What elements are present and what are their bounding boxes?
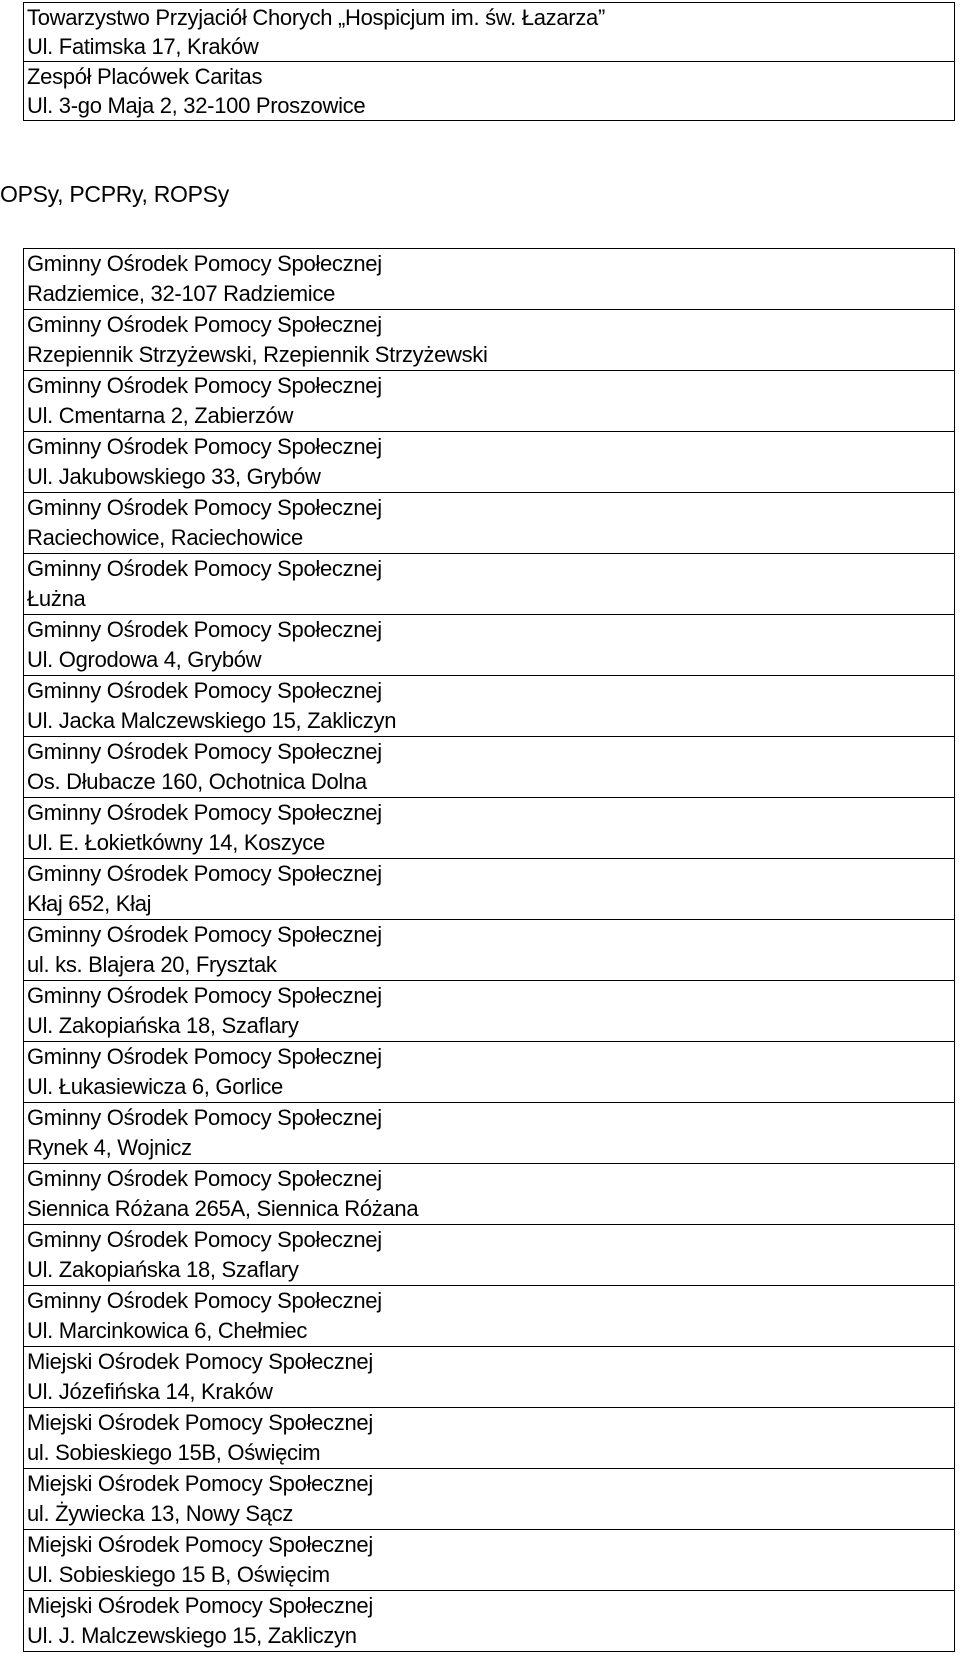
entry-name: Gminny Ośrodek Pomocy Społecznej [27, 312, 382, 337]
table-row [24, 371, 955, 432]
entry-cell [24, 249, 955, 310]
entry-name: Miejski Ośrodek Pomocy Społecznej [27, 1349, 373, 1374]
entry-address: ul. Żywiecka 13, Nowy Sącz [27, 1501, 294, 1526]
entry-address: Rzepiennik Strzyżewski, Rzepiennik Strzyżewski [27, 342, 488, 367]
entry-name: Miejski Ośrodek Pomocy Społecznej [27, 1532, 373, 1557]
entry-address: Łużna [27, 586, 86, 611]
entry-cell [24, 1225, 955, 1286]
table-row [24, 676, 955, 737]
entry-name: Gminny Ośrodek Pomocy Społecznej [27, 1166, 382, 1191]
table-row [24, 1530, 955, 1591]
entry-name: Gminny Ośrodek Pomocy Społecznej [27, 800, 382, 825]
entry-name: Miejski Ośrodek Pomocy Społecznej [27, 1410, 373, 1435]
section-heading: OPSy, PCPRy, ROPSy [0, 181, 229, 207]
entry-cell [24, 1286, 955, 1347]
entry-address: Ul. E. Łokietkówny 14, Koszyce [27, 830, 325, 855]
entry-address: Radziemice, 32-107 Radziemice [27, 281, 336, 306]
entry-cell [24, 493, 955, 554]
entry-name: Gminny Ośrodek Pomocy Społecznej [27, 1044, 382, 1069]
entry-cell [24, 737, 955, 798]
entry-cell [24, 3, 955, 62]
entry-address: Kłaj 652, Kłaj [27, 891, 152, 916]
entry-cell [24, 859, 955, 920]
entry-address: Ul. Józefińska 14, Kraków [27, 1379, 273, 1404]
entry-name: Gminny Ośrodek Pomocy Społecznej [27, 1105, 382, 1130]
table-row [24, 62, 955, 121]
entry-cell [24, 1408, 955, 1469]
table-row [24, 737, 955, 798]
entry-name: Zespół Placówek Caritas [27, 64, 263, 89]
entry-name: Towarzystwo Przyjaciół Chorych „Hospicjum im. św. Łazarza” [27, 5, 605, 30]
entry-cell [24, 615, 955, 676]
entry-address: Ul. Łukasiewicza 6, Gorlice [27, 1074, 283, 1099]
table-row [24, 432, 955, 493]
entry-name: Gminny Ośrodek Pomocy Społecznej [27, 373, 382, 398]
entry-address: Ul. Fatimska 17, Kraków [27, 34, 259, 59]
entry-name: Gminny Ośrodek Pomocy Społecznej [27, 678, 382, 703]
entry-name: Gminny Ośrodek Pomocy Społecznej [27, 495, 382, 520]
table-row [24, 1408, 955, 1469]
entries-table [23, 248, 955, 1652]
table-row [24, 1469, 955, 1530]
entry-address: Ul. Sobieskiego 15 B, Oświęcim [27, 1562, 330, 1587]
table-row [24, 615, 955, 676]
entry-cell [24, 676, 955, 737]
entry-cell [24, 1103, 955, 1164]
entry-address: Ul. Ogrodowa 4, Grybów [27, 647, 262, 672]
entry-address: Ul. Jakubowskiego 33, Grybów [27, 464, 321, 489]
table-row [24, 1347, 955, 1408]
table-row [24, 1164, 955, 1225]
entry-name: Gminny Ośrodek Pomocy Społecznej [27, 617, 382, 642]
table-row [24, 310, 955, 371]
entry-name: Gminny Ośrodek Pomocy Społecznej [27, 922, 382, 947]
entry-address: Ul. Marcinkowica 6, Chełmiec [27, 1318, 308, 1343]
entry-address: ul. Sobieskiego 15B, Oświęcim [27, 1440, 321, 1465]
entry-address: Ul. Jacka Malczewskiego 15, Zakliczyn [27, 708, 397, 733]
entry-name: Gminny Ośrodek Pomocy Społecznej [27, 251, 382, 276]
entry-cell [24, 310, 955, 371]
entry-address: Ul. 3-go Maja 2, 32-100 Proszowice [27, 93, 366, 118]
entry-name: Gminny Ośrodek Pomocy Społecznej [27, 556, 382, 581]
entry-cell [24, 1042, 955, 1103]
entry-cell [24, 554, 955, 615]
entry-address: ul. ks. Blajera 20, Frysztak [27, 952, 277, 977]
entry-address: Raciechowice, Raciechowice [27, 525, 303, 550]
entry-name: Gminny Ośrodek Pomocy Społecznej [27, 1227, 382, 1252]
entry-name: Gminny Ośrodek Pomocy Społecznej [27, 1288, 382, 1313]
entry-cell [24, 1164, 955, 1225]
table-row [24, 3, 955, 62]
entry-address: Ul. Zakopiańska 18, Szaflary [27, 1257, 299, 1282]
entry-address: Siennica Różana 265A, Siennica Różana [27, 1196, 419, 1221]
entry-address: Ul. J. Malczewskiego 15, Zakliczyn [27, 1623, 357, 1648]
entry-name: Gminny Ośrodek Pomocy Społecznej [27, 434, 382, 459]
table-row [24, 493, 955, 554]
entry-cell [24, 1469, 955, 1530]
entry-cell [24, 798, 955, 859]
table-row [24, 920, 955, 981]
table-row [24, 798, 955, 859]
entry-cell [24, 62, 955, 121]
entry-cell [24, 920, 955, 981]
table-row [24, 1286, 955, 1347]
entry-name: Miejski Ośrodek Pomocy Społecznej [27, 1593, 373, 1618]
top-entries-body [24, 3, 955, 121]
entry-cell [24, 371, 955, 432]
entry-cell [24, 432, 955, 493]
table-row [24, 981, 955, 1042]
entry-name: Gminny Ośrodek Pomocy Społecznej [27, 861, 382, 886]
entry-address: Os. Dłubacze 160, Ochotnica Dolna [27, 769, 367, 794]
table-row [24, 1591, 955, 1652]
entry-cell [24, 981, 955, 1042]
table-row [24, 1225, 955, 1286]
entry-name: Gminny Ośrodek Pomocy Społecznej [27, 983, 382, 1008]
table-row [24, 554, 955, 615]
entry-name: Miejski Ośrodek Pomocy Społecznej [27, 1471, 373, 1496]
table-row [24, 1042, 955, 1103]
table-row [24, 1103, 955, 1164]
entry-address: Ul. Zakopiańska 18, Szaflary [27, 1013, 299, 1038]
entries-body [24, 249, 955, 1652]
entry-cell [24, 1347, 955, 1408]
entry-address: Rynek 4, Wojnicz [27, 1135, 192, 1160]
entry-name: Gminny Ośrodek Pomocy Społecznej [27, 739, 382, 764]
entry-address: Ul. Cmentarna 2, Zabierzów [27, 403, 294, 428]
top-entries-table [23, 2, 955, 121]
entry-cell [24, 1591, 955, 1652]
table-row [24, 249, 955, 310]
table-row [24, 859, 955, 920]
entry-cell [24, 1530, 955, 1591]
